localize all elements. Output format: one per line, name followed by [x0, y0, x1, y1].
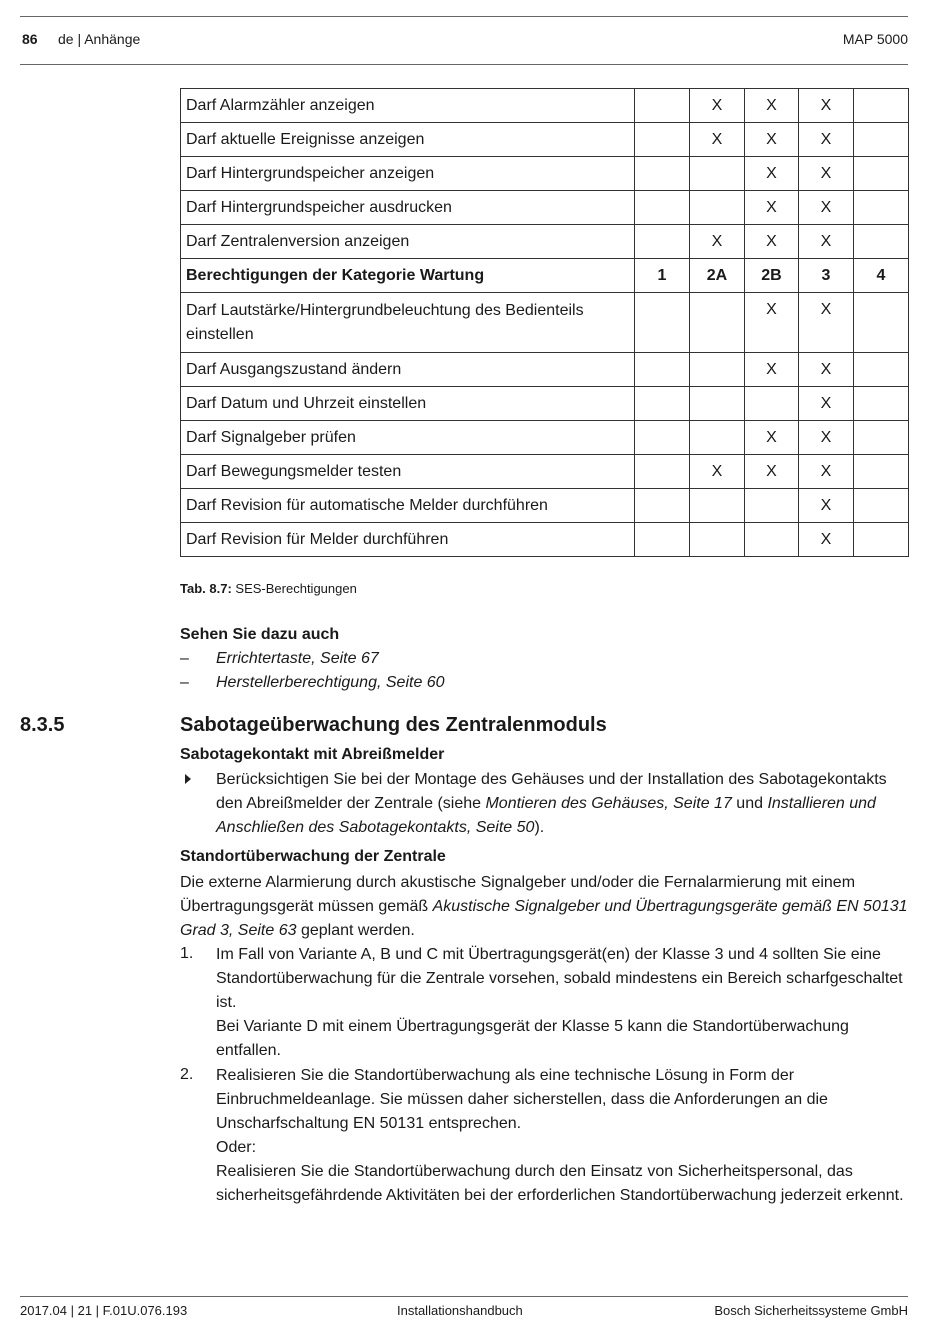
- permission-cell: X: [799, 489, 854, 523]
- caption-text: SES-Berechtigungen: [235, 581, 357, 596]
- see-also-link[interactable]: Herstellerberechtigung, Seite 60: [216, 674, 445, 691]
- section-title: Sabotageüberwachung des Zentralenmoduls: [180, 714, 607, 736]
- permission-cell: 1: [635, 259, 690, 293]
- permission-cell: X: [690, 225, 745, 259]
- permission-cell: [690, 353, 745, 387]
- table-row: [181, 353, 909, 387]
- permission-cell: X: [745, 421, 799, 455]
- permission-cell: [635, 225, 690, 259]
- permission-cell: X: [745, 157, 799, 191]
- permission-label: Darf Hintergrundspeicher ausdrucken: [181, 191, 635, 225]
- permission-cell: [690, 191, 745, 225]
- permission-cell: [854, 455, 909, 489]
- permission-cell: X: [799, 455, 854, 489]
- see-also-title: Sehen Sie dazu auch: [180, 626, 340, 643]
- table-row: [181, 455, 909, 489]
- list-item-text: Oder:: [216, 1139, 257, 1156]
- table-row: [181, 421, 909, 455]
- dash: –: [180, 674, 189, 691]
- permission-cell: 3: [799, 259, 854, 293]
- permission-label: Darf Bewegungsmelder testen: [181, 455, 635, 489]
- permission-cell: X: [745, 455, 799, 489]
- permission-cell: X: [690, 123, 745, 157]
- permission-cell: [635, 293, 690, 353]
- section-number: 8.3.5: [20, 714, 65, 736]
- caption-label: Tab. 8.7:: [180, 581, 232, 596]
- table-row: [181, 523, 909, 557]
- permission-cell: [635, 191, 690, 225]
- permission-cell: [635, 523, 690, 557]
- cross-reference-link[interactable]: Montieren des Gehäuses, Seite 17: [485, 795, 732, 812]
- permission-cell: [690, 523, 745, 557]
- permission-cell: [854, 89, 909, 123]
- permission-cell: [745, 387, 799, 421]
- permission-cell: X: [745, 293, 799, 353]
- permission-cell: [854, 293, 909, 353]
- table-caption: [180, 581, 357, 596]
- table-row: [181, 123, 909, 157]
- see-also-item[interactable]: [180, 674, 445, 692]
- permission-cell: [854, 421, 909, 455]
- permission-cell: [635, 455, 690, 489]
- permission-cell: X: [799, 523, 854, 557]
- permission-cell: 2B: [745, 259, 799, 293]
- permission-cell: [635, 387, 690, 421]
- list-number: 1.: [180, 945, 194, 962]
- permission-cell: [854, 353, 909, 387]
- permission-cell: [635, 157, 690, 191]
- footer-doc-id: 2017.04 | 21 | F.01U.076.193: [20, 1303, 188, 1318]
- permission-cell: [635, 489, 690, 523]
- page-number: 86: [22, 31, 38, 47]
- permissions-table: [180, 88, 909, 557]
- permission-label: Darf Zentralenversion anzeigen: [181, 225, 635, 259]
- list-item-text: Realisieren Sie die Standortüberwachung durch den Einsatz von Sicherheitspersonal, das sicherheitsgefährdende Aktivitäten bei der erforderlichen Standortüberwachung jederzeit erkennt.: [216, 1163, 904, 1204]
- list-number: 2.: [180, 1066, 194, 1083]
- permission-cell: [690, 293, 745, 353]
- permission-cell: X: [799, 191, 854, 225]
- permission-cell: X: [799, 89, 854, 123]
- paragraph: Die externe Alarmierung durch akustische Signalgeber und/oder die Fernalarmierung mit einem Übertragungsgerät müssen gemäß Akustische Signalgeber und Übertragungsgeräte gemäß EN 50131 Grad 3, Seite 63 geplant werden.: [180, 874, 908, 939]
- permission-cell: X: [745, 225, 799, 259]
- permission-label: Darf Ausgangszustand ändern: [181, 353, 635, 387]
- permission-cell: [635, 421, 690, 455]
- permission-cell: X: [745, 89, 799, 123]
- permission-cell: [690, 489, 745, 523]
- see-also-link[interactable]: Errichtertaste, Seite 67: [216, 650, 379, 667]
- footer-doc-type: Installationshandbuch: [397, 1303, 523, 1318]
- permission-cell: [635, 353, 690, 387]
- permission-cell: X: [799, 353, 854, 387]
- permission-cell: X: [799, 293, 854, 353]
- table-row: [181, 489, 909, 523]
- footer-rule: [20, 1296, 908, 1297]
- permission-cell: [854, 489, 909, 523]
- permission-cell: [745, 523, 799, 557]
- permission-label: Darf Signalgeber prüfen: [181, 421, 635, 455]
- permission-cell: X: [799, 421, 854, 455]
- permission-cell: [635, 123, 690, 157]
- header-top-rule: [20, 16, 908, 17]
- table-row: [181, 293, 909, 353]
- permission-cell: 4: [854, 259, 909, 293]
- list-item-text: Realisieren Sie die Standortüberwachung als eine technische Lösung in Form der Einbruchmeldeanlage. Sie müssen daher sicherstellen, dass die Anforderungen an die Unscharfschaltung EN 50131 entsprechen.: [216, 1067, 828, 1132]
- permission-label: Darf Datum und Uhrzeit einstellen: [181, 387, 635, 421]
- permission-label: Darf Alarmzähler anzeigen: [181, 89, 635, 123]
- permission-cell: X: [799, 123, 854, 157]
- permission-cell: X: [799, 157, 854, 191]
- permission-cell: X: [745, 353, 799, 387]
- permission-cell: [690, 157, 745, 191]
- table-row: [181, 89, 909, 123]
- list-item-text: Im Fall von Variante A, B und C mit Übertragungsgerät(en) der Klasse 3 und 4 sollten Sie eine Standortüberwachung für die Zentrale vorsehen, sobald mindestens ein Bereich scharfgeschaltet ist.: [216, 946, 903, 1011]
- see-also-item[interactable]: [180, 650, 379, 668]
- dash: –: [180, 650, 189, 667]
- permission-cell: X: [799, 387, 854, 421]
- permission-cell: [745, 489, 799, 523]
- permission-cell: X: [745, 123, 799, 157]
- footer-company: Bosch Sicherheitssysteme GmbH: [714, 1303, 908, 1318]
- permission-label: Berechtigungen der Kategorie Wartung: [181, 259, 635, 293]
- subsection-title: Standortüberwachung der Zentrale: [180, 848, 446, 865]
- permission-cell: X: [690, 455, 745, 489]
- list-item-text: Bei Variante D mit einem Übertragungsgerät der Klasse 5 kann die Standortüberwachung entfallen.: [216, 1018, 849, 1059]
- instruction-text: Berücksichtigen Sie bei der Montage des Gehäuses und der Installation des Sabotagekontakts den Abreißmelder der Zentrale (siehe Montieren des Gehäuses, Seite 17 und Installieren und Anschließen des Sabotagekontakts, Seite 50).: [216, 771, 887, 836]
- permission-cell: [854, 523, 909, 557]
- permission-cell: [854, 225, 909, 259]
- permission-label: Darf aktuelle Ereignisse anzeigen: [181, 123, 635, 157]
- table-row: [181, 225, 909, 259]
- header-section: de | Anhänge: [58, 31, 141, 47]
- permission-cell: X: [690, 89, 745, 123]
- cross-reference-link[interactable]: Installieren und Anschließen des Sabotagekontakts, Seite 50: [216, 795, 876, 836]
- permission-cell: [854, 123, 909, 157]
- permission-label: Darf Hintergrundspeicher anzeigen: [181, 157, 635, 191]
- permission-cell: [854, 387, 909, 421]
- table-row: [181, 157, 909, 191]
- permission-label: Darf Revision für automatische Melder durchführen: [181, 489, 635, 523]
- subsection-title: Sabotagekontakt mit Abreißmelder: [180, 746, 445, 763]
- permission-cell: 2A: [690, 259, 745, 293]
- header-product: MAP 5000: [842, 31, 908, 47]
- table-row: [181, 259, 909, 293]
- permission-cell: X: [799, 225, 854, 259]
- permission-cell: [690, 387, 745, 421]
- permission-cell: [635, 89, 690, 123]
- arrow-bullet-icon: [185, 774, 191, 784]
- permission-label: Darf Lautstärke/Hintergrundbeleuchtung des Bedienteils einstellen: [181, 293, 635, 353]
- table-row: [181, 191, 909, 225]
- permission-cell: X: [745, 191, 799, 225]
- permission-cell: [690, 421, 745, 455]
- permission-cell: [854, 191, 909, 225]
- header-bottom-rule: [20, 64, 908, 65]
- table-row: [181, 387, 909, 421]
- permission-cell: [854, 157, 909, 191]
- cross-reference-link[interactable]: Akustische Signalgeber und Übertragungsgeräte gemäß EN 50131 Grad 3, Seite 63: [180, 898, 908, 939]
- permission-label: Darf Revision für Melder durchführen: [181, 523, 635, 557]
